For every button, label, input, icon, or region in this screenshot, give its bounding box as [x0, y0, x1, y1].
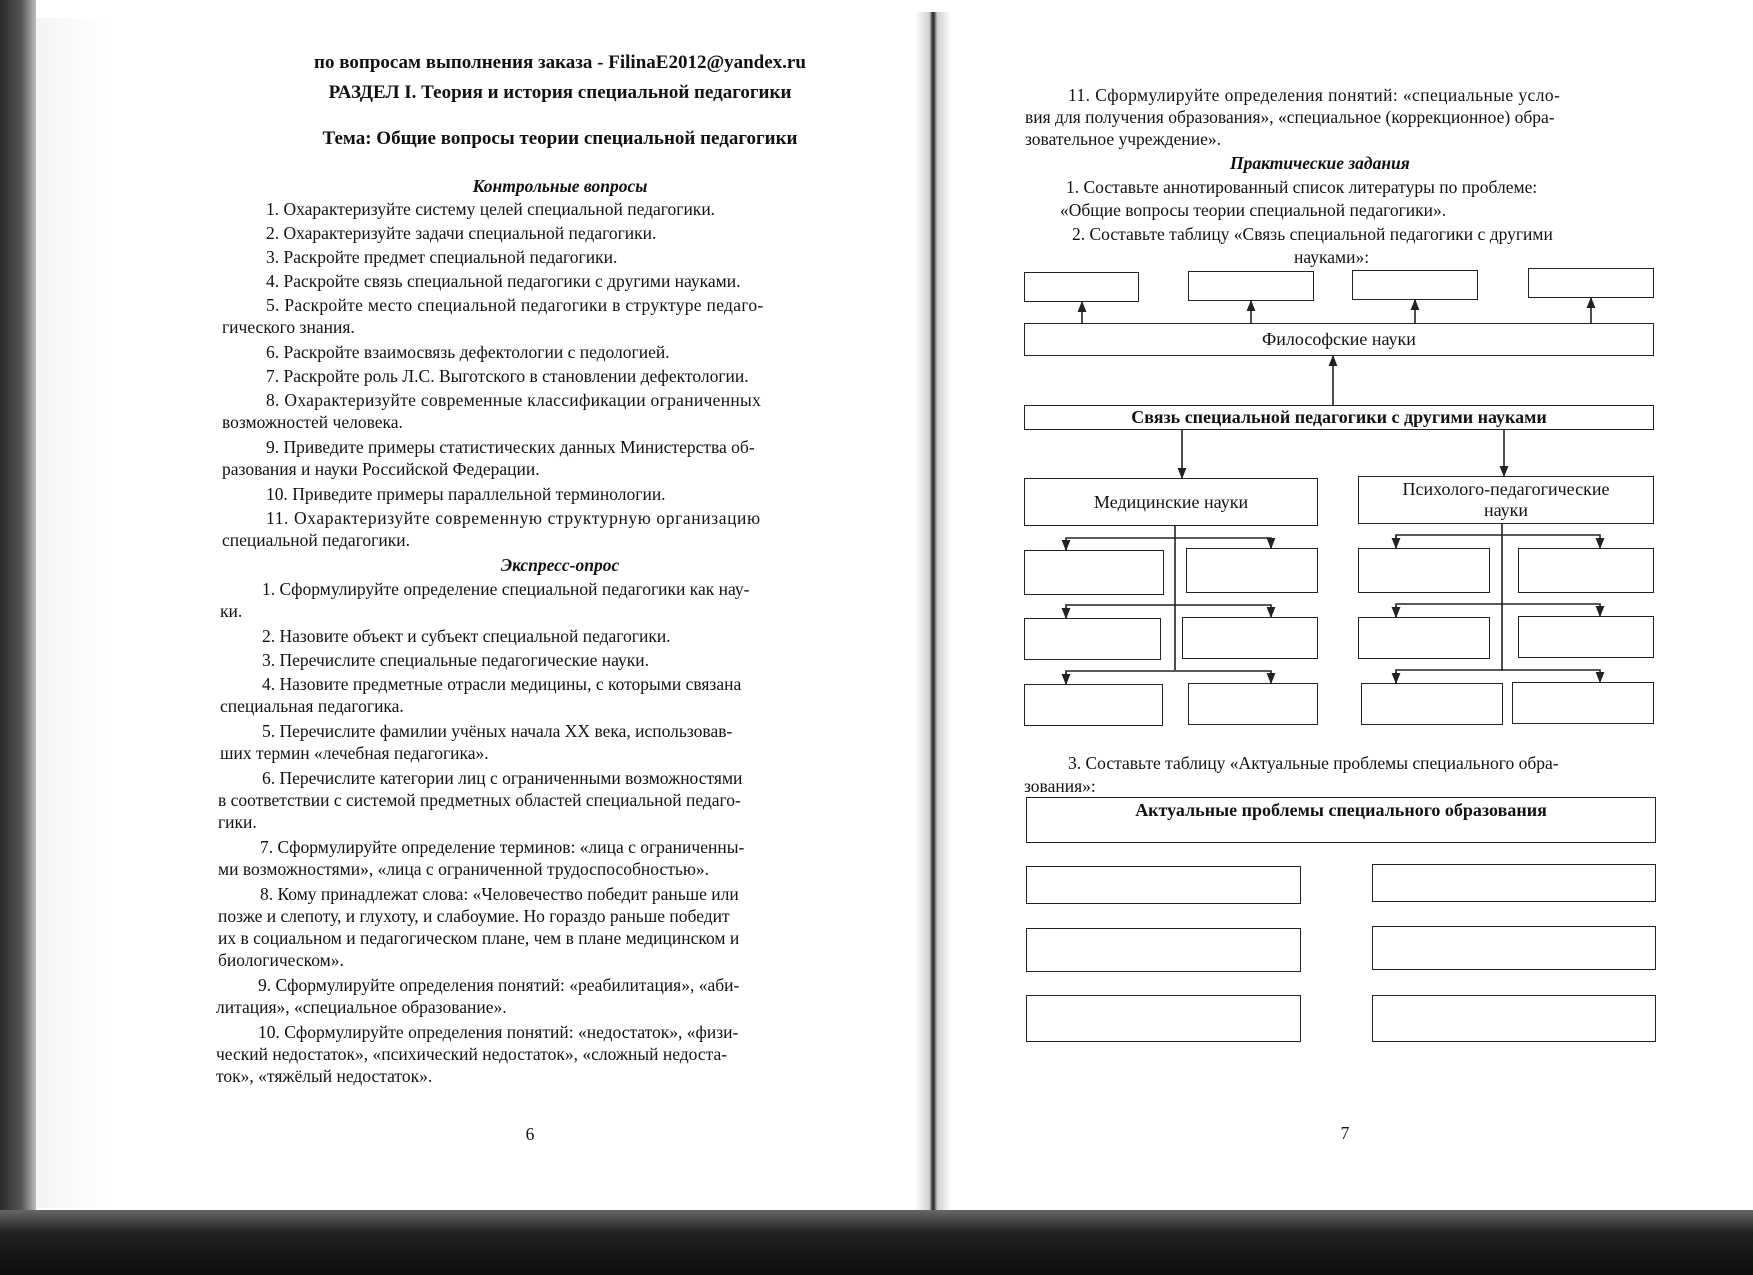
text-line: гического знания.	[222, 317, 355, 337]
text-line: разования и науки Российской Федерации.	[222, 459, 540, 479]
empty-problem-box	[1372, 864, 1656, 902]
text-line: «Общие вопросы теории специальной педагогики».	[1060, 200, 1447, 220]
text-line: 5. Раскройте место специальной педагогики в структуре педаго-	[266, 295, 764, 315]
connector-line	[1396, 604, 1600, 617]
practice-tasks-title: Практические задания	[1230, 153, 1410, 173]
text-line: 10. Сформулируйте определения понятий: «недостаток», «физи-	[258, 1022, 739, 1042]
text-line: 8. Кому принадлежат слова: «Человечество победит раньше или	[260, 884, 739, 904]
psych-label-a: Психолого-педагогические	[1402, 479, 1610, 499]
connector-line	[1396, 670, 1600, 683]
text-line: их в социальном и педагогическом плане, чем в плане медицинском и	[218, 928, 740, 948]
text-line: литация», «специальное образование».	[216, 997, 507, 1017]
contact-line: по вопросам выполнения заказа - FilinaE2012@yandex.ru	[314, 52, 806, 73]
center-label: Связь специальной педагогики с другими науками	[1131, 407, 1547, 427]
text-line: 11. Сформулируйте определения понятий: «специальные усло-	[1068, 85, 1561, 105]
text-line: науками»:	[1294, 247, 1370, 267]
section-heading: РАЗДЕЛ I. Теория и история специальной педагогики	[328, 82, 792, 103]
text-line: 1. Охарактеризуйте систему целей специальной педагогики.	[266, 199, 716, 219]
text-line: ших термин «лечебная педагогика».	[220, 743, 489, 763]
text-line: ток», «тяжёлый недостаток».	[216, 1066, 433, 1086]
empty-problem-box	[1026, 928, 1301, 972]
text-line: 7. Сформулируйте определение терминов: «лица с ограниченны-	[260, 837, 745, 857]
text-line: 1. Сформулируйте определение специальной педагогики как нау-	[262, 579, 750, 599]
problems-title-box	[1026, 797, 1656, 843]
text-line: 7. Раскройте роль Л.С. Выготского в становлении дефектологии.	[266, 366, 749, 386]
medical-label: Медицинские науки	[1093, 492, 1249, 512]
text-line: 9. Сформулируйте определения понятий: «реабилитация», «аби-	[258, 975, 740, 995]
text-line: биологическом».	[218, 950, 344, 970]
text-line: 6. Перечислите категории лиц с ограниченными возможностями	[262, 768, 743, 788]
connector-line	[1396, 535, 1600, 548]
empty-problem-box	[1026, 866, 1301, 904]
text-line: специальная педагогика.	[220, 696, 404, 716]
text-line: 5. Перечислите фамилии учёных начала XX века, использовав-	[262, 721, 733, 741]
page-number-left: 6	[525, 1124, 535, 1144]
text-line: 10. Приведите примеры параллельной терминологии.	[266, 484, 666, 504]
text-line: специальной педагогики.	[222, 530, 410, 550]
text-line: возможностей человека.	[222, 412, 403, 432]
empty-problem-box	[1372, 926, 1656, 970]
text-line: гики.	[218, 812, 257, 832]
text-line: ческий недостаток», «психический недостаток», «сложный недоста-	[216, 1044, 728, 1064]
text-line: 11. Охарактеризуйте современную структурную организацию	[266, 508, 761, 528]
psych-label-b: науки	[1483, 500, 1529, 520]
text-line: вия для получения образования», «специальное (коррекционное) обра-	[1025, 107, 1555, 127]
text-line: 3. Перечислите специальные педагогические науки.	[262, 650, 649, 670]
text-line: 6. Раскройте взаимосвязь дефектологии с педологией.	[266, 342, 670, 362]
page-number-right: 7	[1340, 1123, 1350, 1143]
text-line: ки.	[220, 601, 243, 621]
text-line: 3. Раскройте предмет специальной педагогики.	[266, 247, 618, 267]
text-line: зовательное учреждение».	[1025, 129, 1221, 149]
express-survey-title: Экспресс-опрос	[500, 555, 620, 575]
text-line: в соответствии с системой предметных областей специальной педаго-	[218, 790, 741, 810]
text-line: 2. Охарактеризуйте задачи специальной педагогики.	[266, 223, 657, 243]
connector-line	[1066, 538, 1271, 550]
text-line: 1. Составьте аннотированный список литературы по проблеме:	[1066, 177, 1538, 197]
topic-heading: Тема: Общие вопросы теории специальной педагогики	[322, 128, 798, 149]
text-line: 4. Раскройте связь специальной педагогики с другими науками.	[266, 271, 741, 291]
connector-line	[1066, 605, 1271, 618]
connector-line	[1066, 671, 1271, 684]
empty-problem-box	[1026, 995, 1301, 1042]
text-line: 8. Охарактеризуйте современные классификации ограниченных	[266, 390, 762, 410]
text-line: 2. Назовите объект и субъект специальной педагогики.	[262, 626, 671, 646]
text-line: зования»:	[1024, 776, 1096, 796]
philosophy-label: Философские науки	[1262, 329, 1416, 349]
problems-title-label: Актуальные проблемы специального образования	[1135, 800, 1547, 820]
text-line: 4. Назовите предметные отрасли медицины, с которыми связана	[262, 674, 742, 694]
text-line: 9. Приведите примеры статистических данных Министерства об-	[266, 437, 755, 457]
text-line: 3. Составьте таблицу «Актуальные проблемы специального обра-	[1068, 753, 1559, 773]
control-questions-title: Контрольные вопросы	[472, 176, 648, 196]
text-line: 2. Составьте таблицу «Связь специальной педагогики с другими	[1072, 224, 1553, 244]
empty-problem-box	[1372, 995, 1656, 1042]
text-line: позже и слепоту, и глухоту, и слабоумие. Но гораздо раньше победит	[218, 906, 730, 926]
text-line: ми возможностями», «лица с ограниченной трудоспособностью».	[218, 859, 710, 879]
